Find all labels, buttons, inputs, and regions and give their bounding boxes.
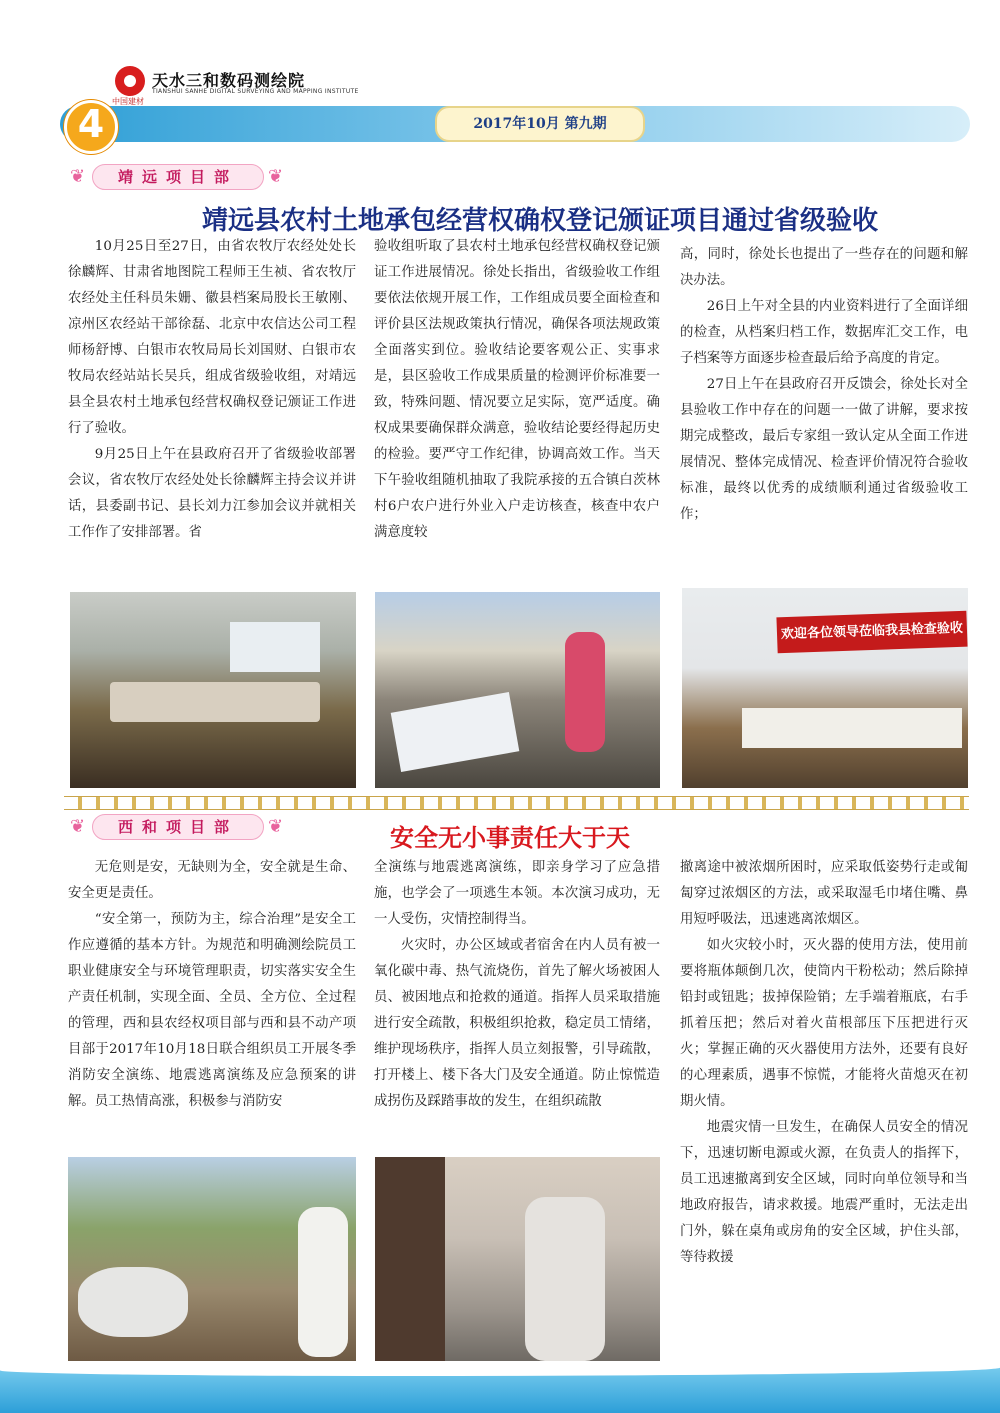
org-name: 天水三和数码测绘院 — [152, 71, 306, 90]
paragraph: 火灾时，办公区域或者宿舍在内人员有被一氧化碳中毒、热气流烧伤，首先了解火场被困人员、被困地点和抢救的通道。指挥人员采取措施进行安全疏散，积极组织抢救，稳定员工情绪，维护现场秩序，指挥人员立刻报警，引导疏散，打开楼上、楼下各大门及安全通道。防止惊慌造成拐伤及踩踏事故的发生，在组织疏散 — [374, 938, 660, 1109]
photo-inspection-meeting — [682, 588, 968, 788]
paragraph: 27日上午在县政府召开反馈会，徐处长对全县验收工作中存在的问题一一做了讲解，要求按期完成整改，最后专家组一致认定从全面工作进展情况、整体完成情况、检查评价情况符合验收标准，最终以优秀的成绩顺利通过省级验收工作； — [680, 377, 968, 522]
paragraph: 如火灾较小时，灭火器的使用方法，使用前要将瓶体颠倒几次，使筒内干粉松动；然后除掉铅封或钮匙；拔掉保险销；左手端着瓶底，右手抓着压把；然后对着火苗根部压下压把进行灭火；掌握正确的灭火器使用方法外，还要有良好的心理素质，遇事不惊慌，才能将火苗熄灭在初期火情。 — [680, 938, 968, 1109]
paragraph: 高，同时，徐处长也提出了一些存在的问题和解决办法。 — [680, 247, 968, 288]
article-column-3 — [680, 242, 968, 528]
photo-fire-drill — [68, 1157, 356, 1361]
article-title-xihe: 安全无小事责任大于天 — [390, 824, 630, 852]
paragraph: 验收组听取了县农村土地承包经营权确权登记颁证工作进展情况。徐处长指出，省级验收工作组要依法依规开展工作，工作组成员要全面检查和评价县区法规政策执行情况，确保各项法规政策全面落实到位。验收结论要客观公正、实事求是，县区验收工作成果质量的检测评价标准要一致，特殊问题、情况要立足实际，宽严适度。确权成果要确保群众满意，验收结论要经得起历史的检验。要严守工作纪律，协调高效工作。当天下午验收组随机抽取了我院承接的五合镇白茨林村6户农户进行外业入户走访核查，核查中农户满意度较 — [374, 239, 660, 540]
logo-icon — [115, 66, 145, 96]
paragraph: 撤离途中被浓烟所困时，应采取低姿势行走或匍匐穿过浓烟区的方法，或采取湿毛巾堵住嘴、鼻用短呼吸法，迅速逃离浓烟区。 — [680, 860, 968, 927]
article-column-5 — [374, 855, 660, 1115]
paragraph: 26日上午对全县的内业资料进行了全面详细的检查，从档案归档工作，数据库汇交工作，电子档案等方面逐步检查最后给予高度的肯定。 — [680, 299, 968, 366]
section-tag-xihe: 西和项目部 — [92, 814, 264, 840]
article-column-2 — [374, 234, 660, 546]
swirl-decoration-icon: ❦ — [70, 166, 86, 187]
logo-subtext: 中国建材 — [112, 97, 144, 106]
photo-field-inspection — [375, 592, 660, 788]
page-number: 4 — [77, 102, 105, 146]
photo-meeting-room — [70, 592, 356, 788]
swirl-decoration-icon: ❦ — [268, 166, 284, 187]
swirl-decoration-icon: ❦ — [70, 816, 86, 837]
article-column-6 — [680, 855, 968, 1271]
issue-date: 2017年10月 第九期 — [473, 116, 607, 132]
paragraph: “安全第一，预防为主，综合治理”是安全工作应遵循的基本方针。为规范和明确测绘院员工职业健康安全与环境管理职责，切实落实安全生产责任机制，实现全面、全员、全方位、全过程的管理，西和县农经权项目部与西和县不动产项目部于2017年10月18日联合组织员工开展冬季消防安全演练、地震逃离演练及应急预案的讲解。员工热情高涨，积极参与消防安 — [68, 912, 356, 1109]
paragraph: 无危则是安，无缺则为全，安全就是生命、安全更是责任。 — [68, 860, 356, 901]
section-tag-jingyuan: 靖远项目部 — [92, 164, 264, 190]
paragraph: 全演练与地震逃离演练，即亲身学习了应急措施，也学会了一项逃生本领。本次演习成功，无一人受伤，灾情控制得当。 — [374, 860, 660, 927]
article-title-jingyuan: 靖远县农村土地承包经营权确权登记颁证项目通过省级验收 — [201, 206, 878, 236]
paragraph: 9月25日上午在县政府召开了省级验收部署会议，省农牧厅农经处处长徐麟辉主持会议并讲话，县委副书记、县长刘力江参加会议并就相关工作作了安排部署。省 — [68, 447, 356, 540]
article-column-4 — [68, 855, 356, 1115]
photo-evacuation-drill — [375, 1157, 660, 1361]
section-divider — [64, 796, 969, 810]
org-name-en: TIANSHUI SANHE DIGITAL SURVEYING AND MAPPING INSTITUTE — [152, 88, 359, 95]
paragraph: 10月25日至27日，由省农牧厅农经处处长徐麟辉、甘肃省地图院工程师王生祯、省农牧厅农经处主任科员朱姗、徽县档案局股长王敏刚、凉州区农经站干部徐磊、北京中农信达公司工程师杨舒博、白银市农牧局局长刘国财、白银市农牧局农经站站长吴兵，组成省级验收组，对靖远县全县农村土地承包经营权确权登记颁证工作进行了验收。 — [68, 239, 356, 436]
welcome-banner: 欢迎各位领导莅临我县检查验收 — [776, 611, 967, 654]
article-column-1 — [68, 234, 356, 546]
paragraph: 地震灾情一旦发生，在确保人员安全的情况下，迅速切断电源或火源，在负责人的指挥下，员工迅速撤离到安全区域，同时向单位领导和当地政府报告，请求救援。地震严重时，无法走出门外，躲在桌角或房角的安全区域，护住头部，等待救援 — [680, 1120, 968, 1265]
watermark: www.shsmch.com — [730, 1350, 983, 1374]
swirl-decoration-icon: ❦ — [268, 816, 284, 837]
